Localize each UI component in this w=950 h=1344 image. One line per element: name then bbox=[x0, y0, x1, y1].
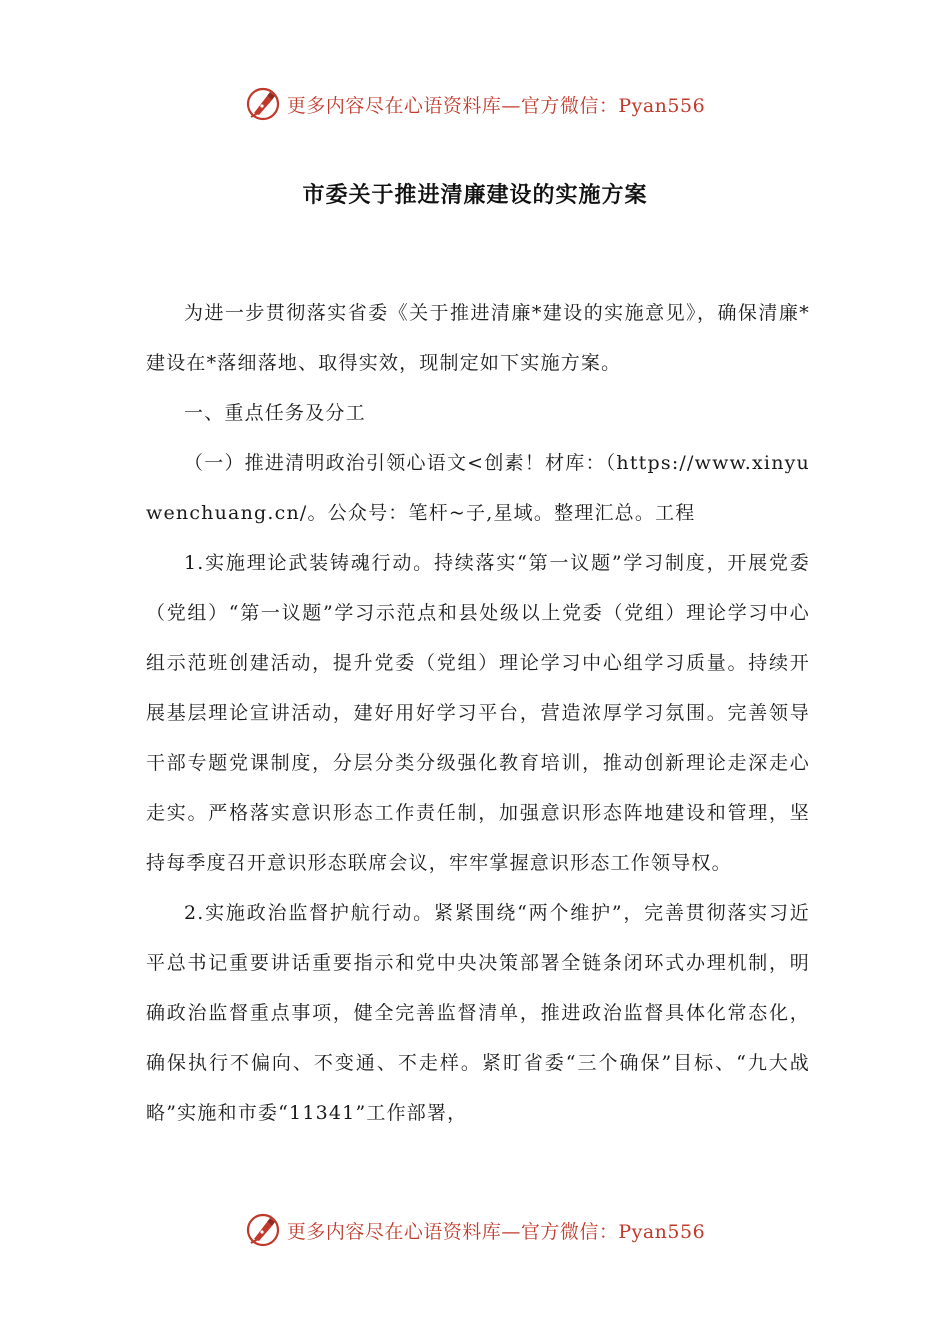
header-watermark-inner bbox=[245, 86, 705, 122]
footer-watermark-inner bbox=[245, 1212, 705, 1248]
document-body bbox=[146, 288, 810, 1138]
subsection-heading-1: （一）推进清明政治引领心语文<创素！材库：（https://www.xinyuwenchuang.cn/。公众号：笔杆~子,星域。整理汇总。工程 bbox=[146, 452, 810, 524]
pen-nib-circle-icon bbox=[245, 1212, 281, 1248]
footer-watermark-banner bbox=[0, 1208, 950, 1252]
section-heading-1: 一、重点任务及分工 bbox=[184, 402, 366, 424]
watermark-text: 更多内容尽在心语资料库—官方微信：Pyan556 bbox=[286, 1220, 706, 1243]
pen-nib-circle-icon bbox=[245, 86, 281, 122]
document-title: 市委关于推进清廉建设的实施方案 bbox=[302, 183, 648, 208]
paragraph-item-2: 2.实施政治监督护航行动。紧紧围绕“两个维护”，完善贯彻落实习近平总书记重要讲话重要指示和党中央决策部署全链条闭环式办理机制，明确政治监督重点事项，健全完善监督清单，推进政治监督具体化常态化，确保执行不偏向、不变通、不走样。紧盯省委“三个确保”目标、“九大战略”实施和市委“11341”工作部署， bbox=[146, 902, 810, 1124]
header-watermark-banner bbox=[0, 82, 950, 126]
watermark-text: 更多内容尽在心语资料库—官方微信：Pyan556 bbox=[286, 94, 706, 117]
paragraph-item-1: 1.实施理论武装铸魂行动。持续落实“第一议题”学习制度，开展党委（党组）“第一议题”学习示范点和县处级以上党委（党组）理论学习中心组示范班创建活动，提升党委（党组）理论学习中心组学习质量。持续开展基层理论宣讲活动，建好用好学习平台，营造浓厚学习氛围。完善领导干部专题党课制度，分层分类分级强化教育培训，推动创新理论走深走心走实。严格落实意识形态工作责任制，加强意识形态阵地建设和管理，坚持每季度召开意识形态联席会议，牢牢掌握意识形态工作领导权。 bbox=[146, 552, 810, 874]
paragraph-intro: 为进一步贯彻落实省委《关于推进清廉*建设的实施意见》，确保清廉*建设在*落细落地、取得实效，现制定如下实施方案。 bbox=[146, 302, 810, 374]
